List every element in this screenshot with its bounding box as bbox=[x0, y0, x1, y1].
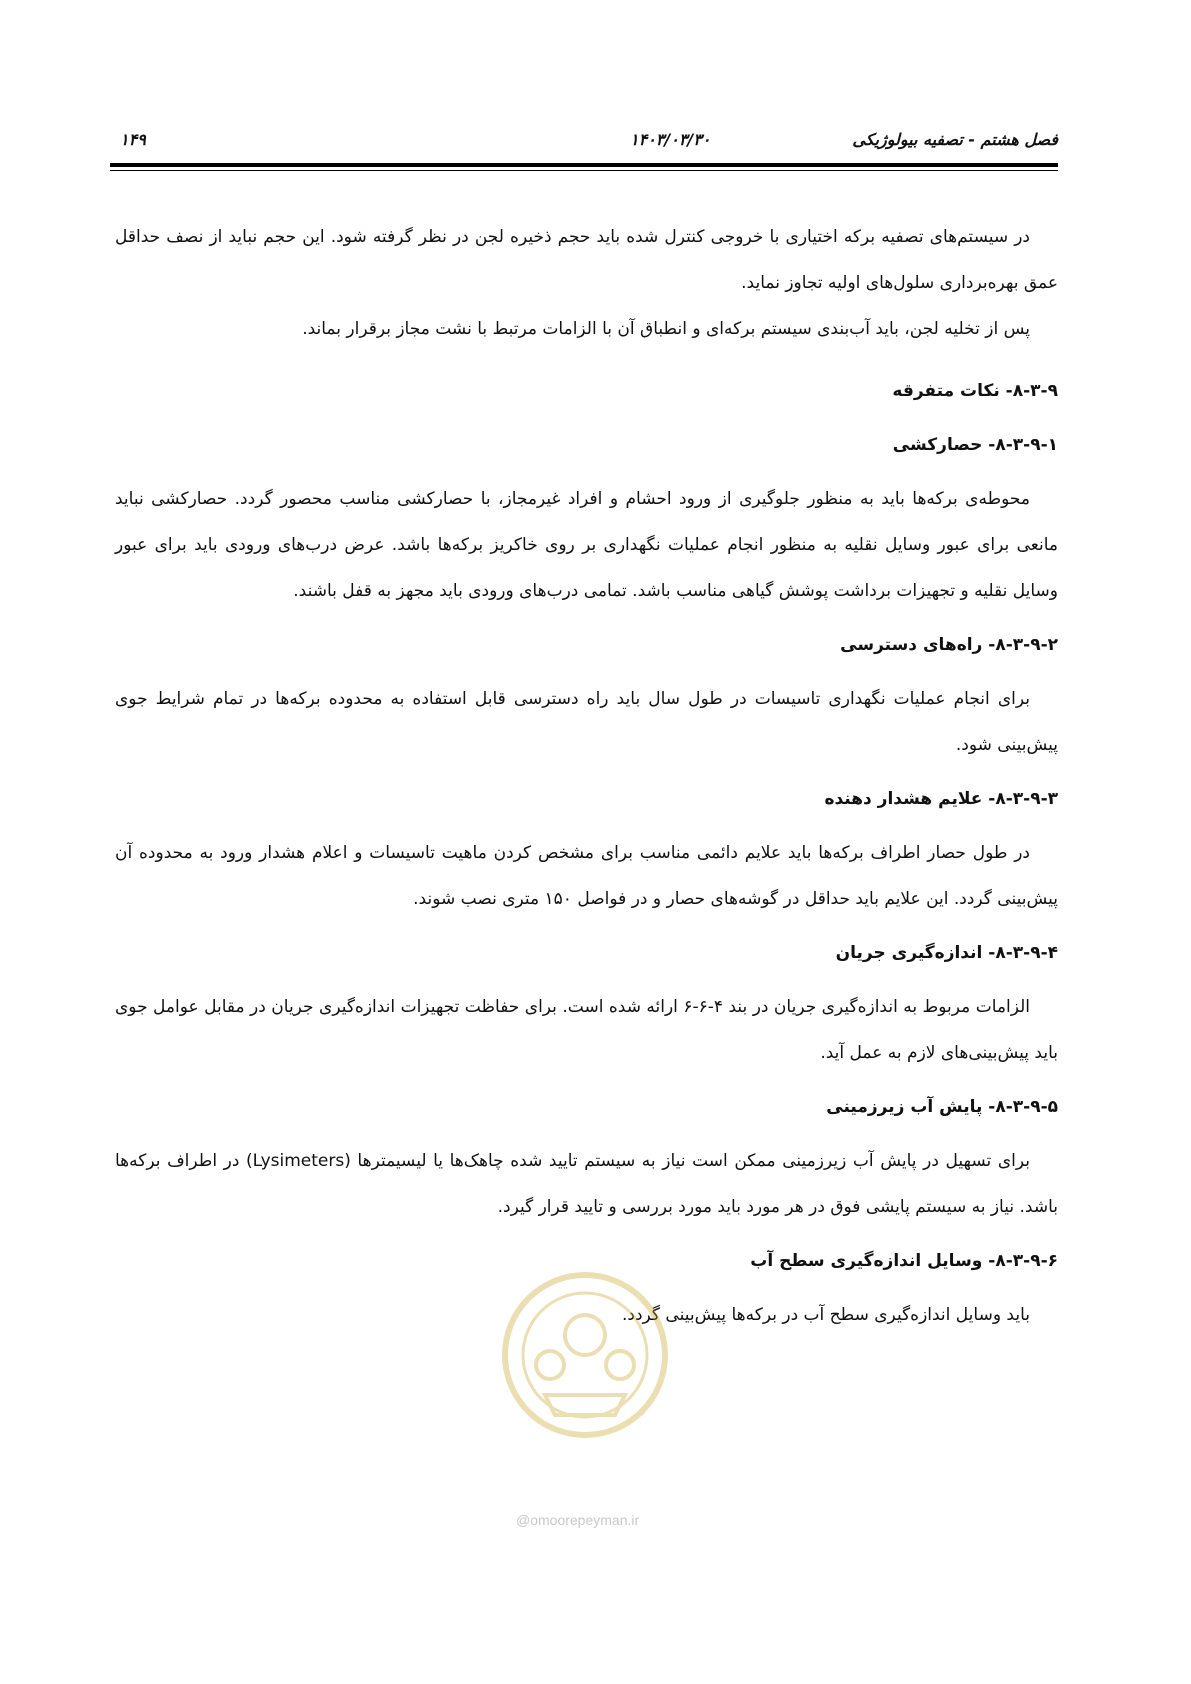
page-header bbox=[110, 130, 1058, 154]
subsection-body-groundwater: برای تسهیل در پایش آب زیرزمینی ممکن است نیاز به سیستم تایید شده چاهک‌ها یا لیسیمترها (Lysimeters) در اطراف برکه‌ها باشد. نیاز به سیستم پایشی فوق در هر مورد باید مورد بررسی و تایید قرار گیرد. bbox=[115, 1151, 1058, 1217]
subsection-heading-flow-measurement: ۸-۳-۹-۴- اندازه‌گیری جریان bbox=[835, 943, 1058, 963]
page-number: ۱۴۹ bbox=[120, 130, 146, 149]
header-rule-thin bbox=[110, 170, 1058, 171]
intro-paragraph-2: پس از تخلیه لجن، باید آب‌بندی سیستم برکه‌ای و انطباق آن با الزامات مرتبط با نشت مجاز برقرار بماند. bbox=[302, 319, 1030, 339]
subsection-heading-water-level: ۸-۳-۹-۶- وسایل اندازه‌گیری سطح آب bbox=[750, 1251, 1058, 1271]
section-heading: ۸-۳-۹- نکات متفرقه bbox=[892, 381, 1058, 401]
subsection-body-flow-measurement: الزامات مربوط به اندازه‌گیری جریان در بند ۴-۶-۶ ارائه شده است. برای حفاظت تجهیزات اندازه‌گیری جریان در مقابل عوامل جوی باید پیش‌بینی‌های لازم به عمل آید. bbox=[115, 997, 1058, 1063]
subsection-body-water-level: باید وسایل اندازه‌گیری سطح آب در برکه‌ها پیش‌بینی گردد. bbox=[621, 1305, 1030, 1325]
page-body bbox=[115, 214, 1058, 1338]
intro-paragraph-1: در سیستم‌های تصفیه برکه اختیاری با خروجی کنترل شده باید حجم ذخیره لجن در نظر گرفته شود. این حجم نباید از نصف حداقل عمق بهره‌برداری سلول‌های اولیه تجاوز نماید. bbox=[115, 227, 1058, 293]
subsection-heading-groundwater: ۸-۳-۹-۵- پایش آب زیرزمینی bbox=[826, 1097, 1058, 1117]
subsection-body-fencing: محوطه‌ی برکه‌ها باید به منظور جلوگیری از ورود احشام و افراد غیرمجاز، با حصارکشی مناسب محصور گردد. حصارکشی نباید مانعی برای عبور وسایل نقلیه به منظور انجام عملیات نگهداری بر روی خاکریز برکه‌ها باشد. عرض درب‌های ورودی باید برای عبور وسایل نقلیه و تجهیزات برداشت پوشش گیاهی مناسب باشد. تمامی درب‌های ورودی باید مجهز به قفل باشند. bbox=[115, 489, 1058, 601]
subsection-body-warning-signs: در طول حصار اطراف برکه‌ها باید علایم دائمی مناسب برای مشخص کردن ماهیت تاسیسات و اعلام هشدار ورود به محدوده آن پیش‌بینی گردد. این علایم باید حداقل در گوشه‌های حصار و در فواصل ۱۵۰ متری نصب شوند. bbox=[115, 843, 1058, 909]
watermark-text: @omoorepeyman.ir bbox=[516, 1512, 640, 1528]
subsection-heading-warning-signs: ۸-۳-۹-۳- علایم هشدار دهنده bbox=[824, 789, 1058, 809]
header-date: ۱۴۰۳/۰۳/۳۰ bbox=[630, 130, 711, 149]
subsection-heading-fencing: ۸-۳-۹-۱- حصارکشی bbox=[892, 435, 1058, 455]
chapter-title: فصل هشتم - تصفیه بیولوژیکی bbox=[852, 130, 1058, 149]
subsection-heading-access-roads: ۸-۳-۹-۲- راه‌های دسترسی bbox=[840, 635, 1058, 655]
subsection-body-access-roads: برای انجام عملیات نگهداری تاسیسات در طول سال باید راه دسترسی قابل استفاده به محدوده برکه‌ها در تمام شرایط جوی پیش‌بینی شود. bbox=[115, 689, 1058, 755]
omoorepeyman-seal-icon bbox=[495, 1265, 675, 1445]
header-rule-thick bbox=[110, 163, 1058, 167]
